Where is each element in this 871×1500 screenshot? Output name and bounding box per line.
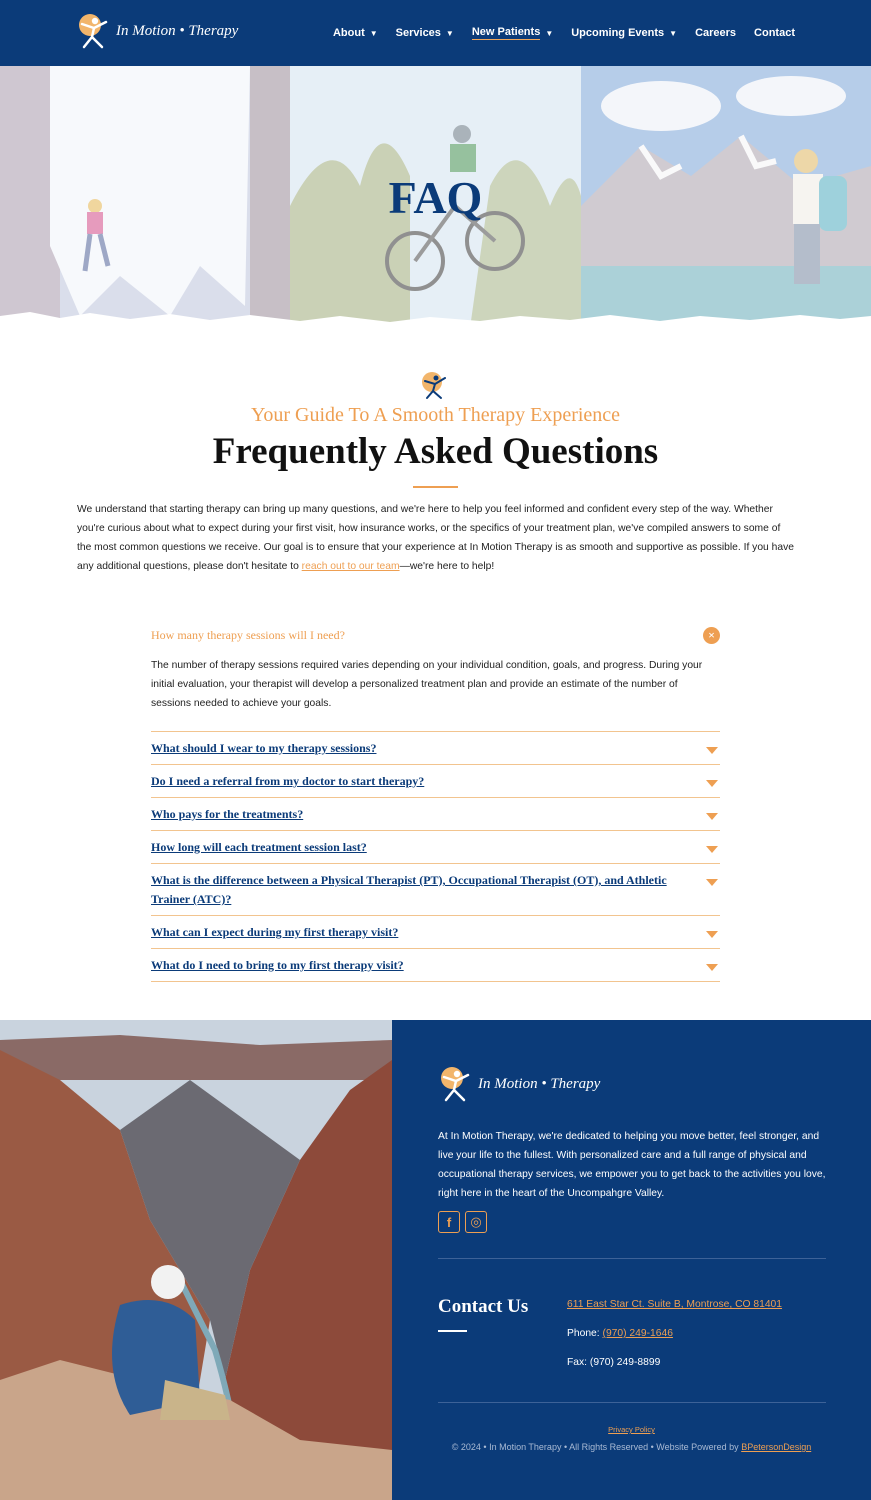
- caret-down-icon: [706, 747, 718, 754]
- faq-answer: The number of therapy sessions required varies depending on your individual condition, goals, and progress. During your initial evaluation, your therapist will develop a personalized treatment plan and provide an estimate of the number of sessions needed to achieve your goals.: [151, 660, 703, 709]
- caret-down-icon: [706, 846, 718, 853]
- faq-item[interactable]: [151, 797, 720, 830]
- faq-question: What should I wear to my therapy sessions?: [151, 741, 377, 755]
- title-divider: [413, 486, 458, 488]
- phone-line: [567, 1328, 673, 1339]
- chevron-down-icon: ▼: [369, 28, 378, 38]
- caret-down-icon: [706, 813, 718, 820]
- footer-logo[interactable]: [438, 1065, 600, 1103]
- main-nav: [333, 0, 795, 66]
- faq-question: What can I expect during my first therapy visit?: [151, 925, 399, 939]
- canyon-photo: [0, 1020, 392, 1500]
- faq-item[interactable]: [151, 863, 720, 915]
- faq-question: What is the difference between a Physical Therapist (PT), Occupational Therapist (OT), and Athletic Trainer (ATC)?: [151, 873, 667, 906]
- phone-label: Phone:: [567, 1328, 600, 1339]
- footer-divider: [438, 1258, 826, 1259]
- faq-question: Do I need a referral from my doctor to start therapy?: [151, 774, 425, 788]
- nav-label: Careers: [695, 27, 737, 39]
- nav-label: Services: [395, 27, 441, 39]
- nav-label: Upcoming Events: [571, 27, 665, 39]
- logo-figure-icon: [76, 12, 112, 50]
- hero-banner: [0, 66, 871, 328]
- faq-item[interactable]: [151, 830, 720, 863]
- nav-careers[interactable]: [695, 27, 736, 39]
- caret-down-icon: [706, 780, 718, 787]
- facebook-glyph: f: [446, 1214, 452, 1230]
- nav-label: New Patients: [471, 26, 541, 38]
- faq-item[interactable]: [151, 764, 720, 797]
- nav-label: Contact: [754, 27, 795, 39]
- site-logo[interactable]: [76, 12, 238, 50]
- facebook-icon[interactable]: [438, 1211, 460, 1233]
- intro-text: We understand that starting therapy can bring up many questions, and we're here to help you feel informed and confident every step of the way. Whether you're curious about what to expect during your first visit, how insurance works, or the specifics of your treatment plan, we've compiled answers to some of the most common questions we receive. Our goal is to ensure that your experience at In Motion Therapy is as smooth and supportive as possible. If you have any additional questions, please don't hesitate to: [77, 504, 794, 572]
- faq-question: What do I need to bring to my first therapy visit?: [151, 958, 404, 972]
- faq-question: How long will each treatment session last?: [151, 840, 367, 854]
- address-link[interactable]: 611 East Star Ct. Suite B, Montrose, CO 81401: [567, 1299, 783, 1310]
- faq-question: Who pays for the treatments?: [151, 807, 304, 821]
- nav-contact[interactable]: [754, 27, 795, 39]
- contact-divider: [438, 1330, 467, 1332]
- nav-services[interactable]: [396, 27, 454, 39]
- chevron-down-icon: ▼: [669, 28, 678, 38]
- phone-link[interactable]: (970) 249-1646: [602, 1328, 673, 1339]
- section-title: Frequently Asked Questions: [212, 431, 659, 472]
- site-header: [0, 0, 871, 66]
- page-title: FAQ: [388, 172, 483, 223]
- nav-upcoming-events[interactable]: [571, 27, 677, 39]
- faq-item-open[interactable]: [151, 620, 720, 650]
- intro-paragraph: [77, 500, 797, 576]
- designer-credit-link[interactable]: BPetersonDesign: [741, 1442, 812, 1452]
- copyright-text: © 2024 • In Motion Therapy • All Rights Reserved • Website Powered by: [451, 1442, 739, 1452]
- copyright: [392, 1442, 871, 1452]
- caret-down-icon: [706, 879, 718, 886]
- faq-item[interactable]: [151, 915, 720, 948]
- caret-down-icon: [706, 931, 718, 938]
- nav-about[interactable]: [333, 27, 378, 39]
- contact-team-link[interactable]: reach out to our team: [301, 561, 400, 572]
- footer-description: At In Motion Therapy, we're dedicated to helping you move better, feel stronger, and live your life to the fullest. With personalized care and a full range of physical and occupational therapy services, we empower you to get back to the activities you love, right here in the heart of the Uncompahgre Valley.: [438, 1131, 826, 1199]
- section-eyebrow: Your Guide To A Smooth Therapy Experience: [250, 404, 621, 426]
- faq-accordion: [151, 620, 720, 982]
- logo-text: In Motion • Therapy: [116, 22, 239, 39]
- faq-question: How many therapy sessions will I need?: [151, 627, 345, 642]
- footer-divider: [438, 1402, 826, 1403]
- chevron-down-icon: ▼: [545, 28, 554, 38]
- site-footer: [392, 1020, 871, 1500]
- faq-item[interactable]: [151, 731, 720, 764]
- logo-mark-icon: [420, 370, 450, 400]
- instagram-icon[interactable]: [465, 1211, 487, 1233]
- nav-new-patients[interactable]: [472, 26, 553, 40]
- close-icon[interactable]: ×: [703, 627, 720, 644]
- logo-figure-icon: [438, 1065, 474, 1103]
- intro-tail: —we're here to help!: [399, 561, 495, 572]
- faq-item[interactable]: [151, 948, 720, 982]
- nav-label: About: [332, 27, 365, 39]
- logo-text: In Motion • Therapy: [478, 1075, 601, 1092]
- fax-line: Fax: (970) 249-8899: [567, 1357, 661, 1368]
- privacy-policy-link[interactable]: Privacy Policy: [608, 1425, 655, 1434]
- contact-title: Contact Us: [438, 1296, 529, 1317]
- address-line: [567, 1299, 782, 1310]
- instagram-glyph: ◎: [470, 1214, 482, 1229]
- caret-down-icon: [706, 964, 718, 971]
- chevron-down-icon: ▼: [445, 28, 454, 38]
